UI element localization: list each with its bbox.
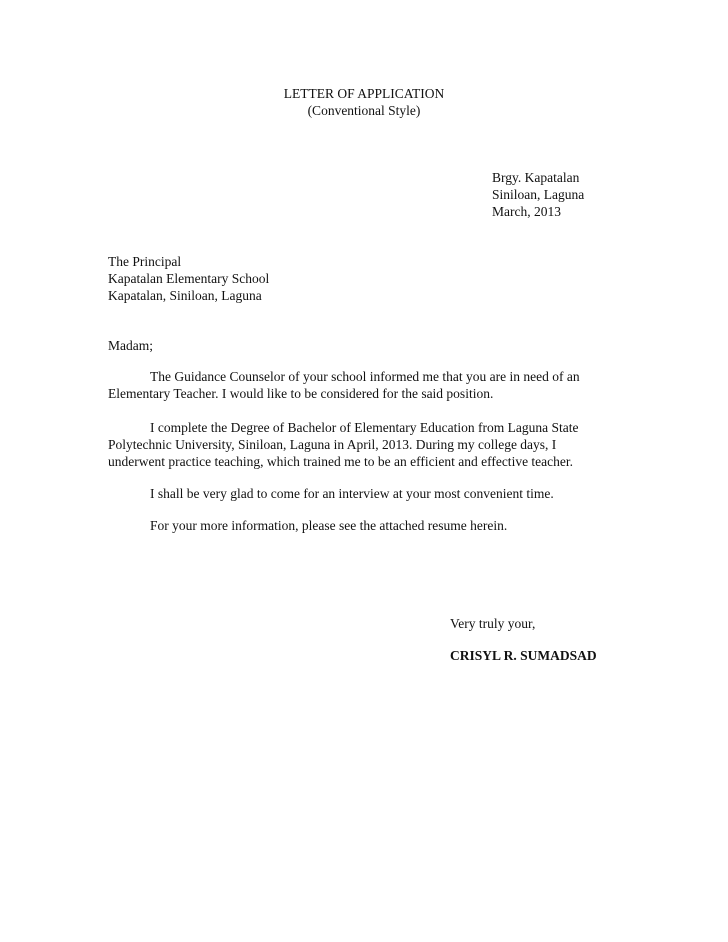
recipient-line: Kapatalan, Siniloan, Laguna	[108, 288, 262, 303]
letter-date: March, 2013	[492, 204, 561, 219]
paragraph-line: Polytechnic University, Siniloan, Laguna in April, 2013. During my college days, I	[108, 437, 557, 452]
letter-title: LETTER OF APPLICATION	[283, 86, 445, 101]
salutation: Madam;	[108, 338, 153, 353]
paragraph-line: I shall be very glad to come for an interview at your most convenient time.	[150, 486, 554, 501]
paragraph-line: underwent practice teaching, which trained me to be an efficient and effective teacher.	[108, 454, 574, 469]
letter-subtitle: (Conventional Style)	[307, 103, 421, 118]
paragraph-line: For your more information, please see the attached resume herein.	[150, 518, 508, 533]
recipient-line: The Principal	[108, 254, 182, 269]
sender-address-line: Siniloan, Laguna	[492, 187, 585, 202]
signature-name: CRISYL R. SUMADSAD	[450, 648, 597, 663]
paragraph-line: I complete the Degree of Bachelor of Elementary Education from Laguna State	[150, 420, 579, 435]
paragraph-line: The Guidance Counselor of your school informed me that you are in need of an	[150, 369, 580, 384]
paragraph-line: Elementary Teacher. I would like to be considered for the said position.	[108, 386, 494, 401]
sender-address-line: Brgy. Kapatalan	[492, 170, 580, 185]
complimentary-closing: Very truly your,	[450, 616, 536, 631]
recipient-line: Kapatalan Elementary School	[108, 271, 270, 286]
